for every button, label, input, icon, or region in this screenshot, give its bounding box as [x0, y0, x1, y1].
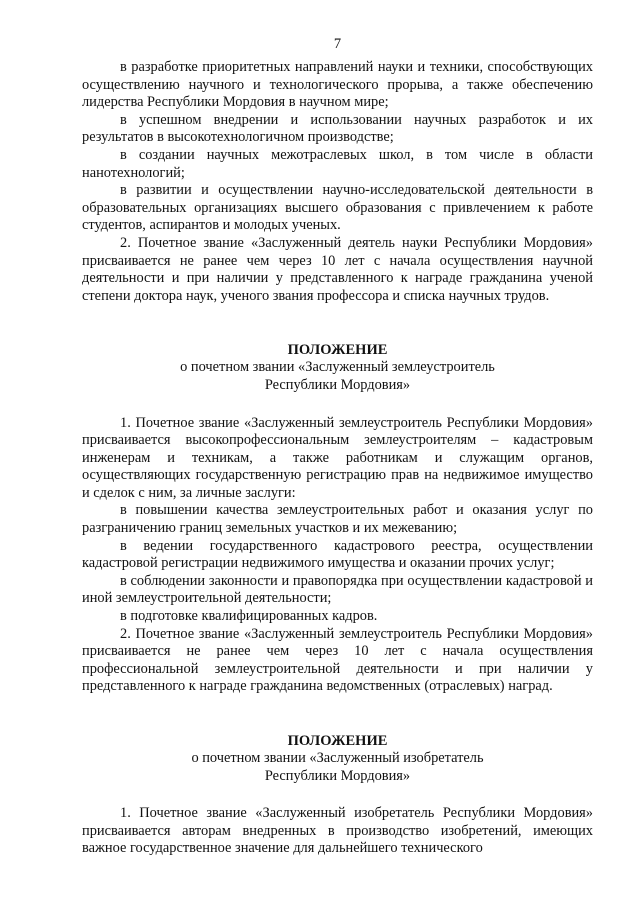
paragraph: 2. Почетное звание «Заслуженный землеустроитель Республики Мордовия» присваивается не ранее чем через 10 лет с начала осуществления профессиональной землеустроительной деятельности и при наличии у представленного к награде гражданина ведомственных (отраслевых) наград. — [82, 625, 593, 695]
paragraph: в разработке приоритетных направлений науки и техники, способствующих осуществлению научного и технологического прорыва, а также обеспечению лидерства Республики Мордовия в научном мире; — [82, 59, 593, 111]
paragraph: 1. Почетное звание «Заслуженный землеустроитель Республики Мордовия» присваивается высокопрофессиональным землеустроителям – кадастровым инженерам и техникам, а также работникам и служащим органов, осуществляющих государственную регистрацию прав на недвижимое имущество и сделок с ним, за личные заслуги: — [82, 414, 593, 501]
paragraph: в успешном внедрении и использовании научных разработок и их результатов в высокотехнологичном производстве; — [82, 111, 593, 146]
section-land-surveyor — [82, 341, 593, 696]
section-title: ПОЛОЖЕНИЕ — [287, 733, 388, 749]
paragraph: 1. Почетное звание «Заслуженный изобретатель Республики Мордовия» присваивается авторам внедренных в производство изобретений, имеющих важное государственное значение для дальнейшего технического — [82, 805, 593, 857]
section-inventor — [82, 732, 593, 858]
paragraph: в соблюдении законности и правопорядка при осуществлении кадастровой и иной землеустроительной деятельности; — [82, 572, 593, 607]
paragraph: в развитии и осуществлении научно-исследовательской деятельности в образовательных организациях высшего образования с привлечением к работе студентов, аспирантов и молодых ученых. — [82, 182, 593, 234]
intro-block — [82, 59, 593, 305]
page-number: 7 — [333, 36, 342, 52]
section-subtitle: Республики Мордовия» — [264, 767, 411, 784]
section-subtitle: о почетном звании «Заслуженный изобретатель — [191, 750, 484, 766]
section-title: ПОЛОЖЕНИЕ — [287, 342, 388, 359]
section-subtitle: о почетном звании «Заслуженный землеустроитель — [180, 359, 495, 376]
paragraph: в создании научных межотраслевых школ, в том числе в области нанотехнологий; — [82, 146, 593, 181]
paragraph: в подготовке квалифицированных кадров. — [120, 608, 378, 625]
paragraph: в повышении качества землеустроительных работ и оказания услуг по разграничению границ земельных участков и их межеванию; — [82, 502, 593, 537]
paragraph: в ведении государственного кадастрового реестра, осуществлении кадастровой регистрации недвижимого имущества и оказании прочих услуг; — [82, 537, 593, 572]
paragraph: 2. Почетное звание «Заслуженный деятель науки Республики Мордовия» присваивается не ранее чем через 10 лет с начала осуществления научной деятельности и при наличии у представленного к награде гражданина ученой степени доктора наук, ученого звания профессора и списка научных трудов. — [82, 234, 593, 304]
section-subtitle: Республики Мордовия» — [264, 376, 411, 393]
